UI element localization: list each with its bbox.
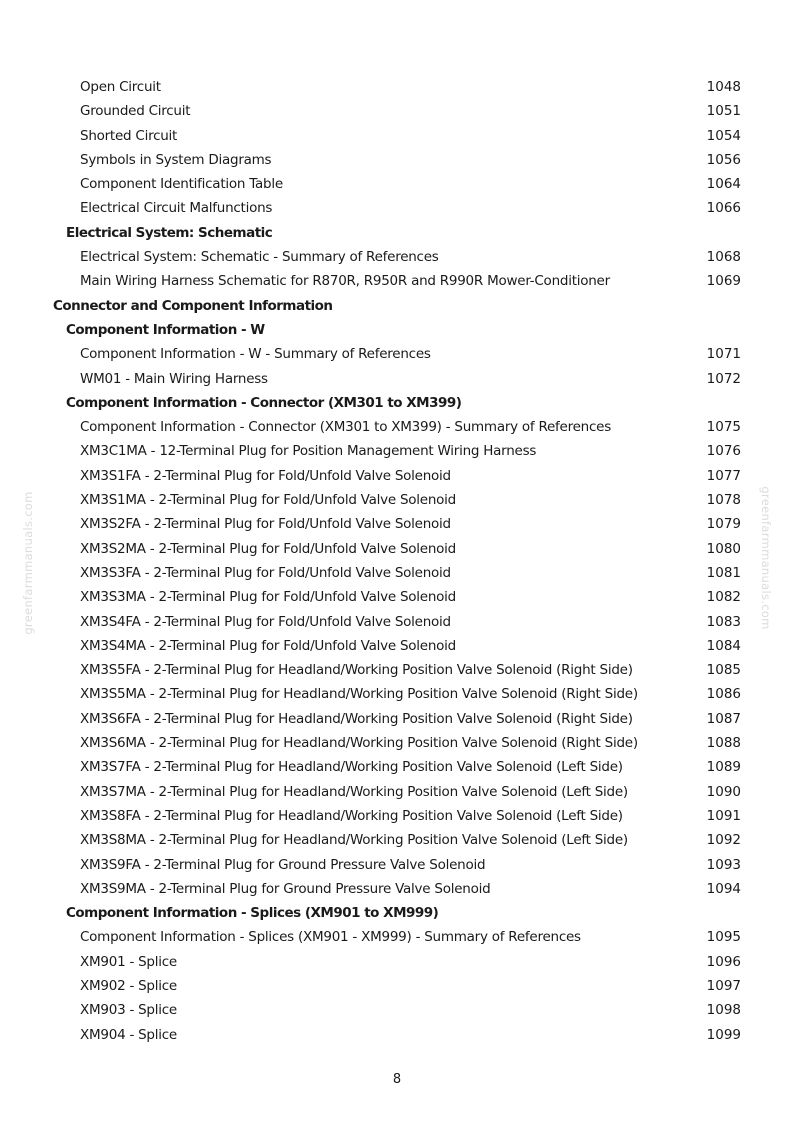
toc-entry[interactable]	[0, 780, 794, 804]
toc-entry[interactable]	[0, 245, 794, 269]
toc-entry-page: 1080	[706, 540, 741, 557]
toc-entry-title: Component Information - Connector (XM301 to XM399)	[66, 394, 462, 411]
toc-entry-title: XM3S5FA - 2-Terminal Plug for Headland/Working Position Valve Solenoid (Right Side)	[80, 662, 633, 679]
toc-entry[interactable]	[0, 512, 794, 536]
toc-entry-title: Open Circuit	[80, 79, 161, 95]
toc-entry-title: XM3S7MA - 2-Terminal Plug for Headland/Working Position Valve Solenoid (Left Side)	[80, 783, 628, 800]
toc-entry-page: 1051	[706, 103, 741, 120]
toc-entry-page: 1068	[706, 249, 741, 266]
toc-entry-page: 1092	[706, 832, 741, 849]
toc-entry-page: 1088	[706, 735, 741, 752]
toc-entry-page: 1076	[706, 443, 741, 460]
toc-entry-title: XM3S3FA - 2-Terminal Plug for Fold/Unfold Valve Solenoid	[80, 564, 451, 581]
toc-entry-title: XM3S8MA - 2-Terminal Plug for Headland/Working Position Valve Solenoid (Left Side)	[80, 832, 628, 849]
toc-entry-title: Symbols in System Diagrams	[80, 151, 272, 168]
toc-entry-page: 1056	[706, 151, 741, 168]
toc-entry-title: Shorted Circuit	[80, 127, 178, 144]
toc-entry-page: 1091	[706, 807, 741, 824]
toc-entry-title: XM3S6MA - 2-Terminal Plug for Headland/Working Position Valve Solenoid (Right Side)	[80, 735, 638, 752]
toc-entry-page: 1086	[706, 686, 741, 703]
toc-entry-title: Electrical Circuit Malfunctions	[80, 200, 273, 217]
toc-entry-title: XM3S3MA - 2-Terminal Plug for Fold/Unfold Valve Solenoid	[80, 589, 456, 606]
toc-entry[interactable]	[0, 853, 794, 877]
toc-entry[interactable]	[0, 439, 794, 463]
toc-entry[interactable]	[0, 99, 794, 123]
toc-entry-page: 1069	[706, 273, 741, 290]
toc-entry-title: Main Wiring Harness Schematic for R870R, R950R and R990R Mower-Conditioner	[80, 273, 610, 290]
toc-entry[interactable]	[0, 561, 794, 585]
toc-entry[interactable]	[0, 148, 794, 172]
toc-entry-title: Component Information - Splices (XM901 - XM999) - Summary of References	[80, 929, 581, 946]
toc-entry-title: XM3S1MA - 2-Terminal Plug for Fold/Unfold Valve Solenoid	[80, 492, 456, 509]
toc-entry-title: Electrical System: Schematic - Summary of References	[80, 249, 439, 266]
toc-entry-page: 1093	[706, 856, 741, 873]
toc-entry-title: XM901 - Splice	[80, 953, 177, 970]
toc-entry-title: Connector and Component Information	[53, 297, 333, 314]
toc-entry-title: XM3S4MA - 2-Terminal Plug for Fold/Unfold Valve Solenoid	[80, 637, 456, 654]
toc-entry-title: XM903 - Splice	[80, 1002, 177, 1019]
toc-entry-title: Component Information - Connector (XM301 to XM399) - Summary of References	[80, 419, 611, 436]
toc-entry-page: 1071	[706, 346, 741, 363]
toc-entry-page: 1085	[706, 662, 741, 679]
toc-entry-title: XM3S5MA - 2-Terminal Plug for Headland/Working Position Valve Solenoid (Right Side)	[80, 686, 638, 703]
toc-entry-page: 1066	[706, 200, 741, 217]
toc-entry[interactable]	[0, 877, 794, 901]
toc-entry[interactable]	[0, 925, 794, 949]
toc-entry[interactable]	[0, 828, 794, 852]
toc-heading	[0, 318, 794, 342]
toc-heading	[0, 901, 794, 925]
toc-entry-page: 1084	[706, 637, 741, 654]
toc-entry-page: 1078	[706, 492, 741, 509]
toc-entry[interactable]	[0, 731, 794, 755]
toc-entry[interactable]	[0, 707, 794, 731]
toc-entry-page: 1077	[706, 467, 741, 484]
toc-entry-page: 1064	[706, 176, 741, 193]
toc-entry-title: WM01 - Main Wiring Harness	[80, 370, 268, 387]
toc-entry-title: XM3S7FA - 2-Terminal Plug for Headland/Working Position Valve Solenoid (Left Side)	[80, 759, 623, 776]
toc-entry-title: Component Information - Splices (XM901 to XM999)	[66, 905, 439, 922]
toc-entry[interactable]	[0, 998, 794, 1022]
toc-entry[interactable]	[0, 1023, 794, 1047]
toc-entry-page: 1094	[706, 880, 741, 897]
toc-entry[interactable]	[0, 172, 794, 196]
toc-entry-title: XM3S8FA - 2-Terminal Plug for Headland/Working Position Valve Solenoid (Left Side)	[80, 807, 623, 824]
toc-entry-title: XM3C1MA - 12-Terminal Plug for Position Management Wiring Harness	[80, 443, 537, 460]
toc-entry[interactable]	[0, 367, 794, 391]
toc-entry[interactable]	[0, 196, 794, 220]
toc-entry-page: 1098	[706, 1002, 741, 1019]
toc-entry-page: 1072	[706, 370, 741, 387]
toc-entry-title: Component Information - W	[66, 321, 265, 338]
toc-entry-page: 1090	[706, 783, 741, 800]
toc-entry-page: 1096	[706, 953, 741, 970]
toc-entry-title: XM3S9FA - 2-Terminal Plug for Ground Pressure Valve Solenoid	[80, 856, 486, 873]
toc-entry-page: 1048	[706, 79, 741, 95]
toc-entry[interactable]	[0, 342, 794, 366]
toc-entry[interactable]	[0, 464, 794, 488]
toc-entry-page: 1087	[706, 710, 741, 727]
toc-entry[interactable]	[0, 585, 794, 609]
toc-entry-title: XM3S2FA - 2-Terminal Plug for Fold/Unfold Valve Solenoid	[80, 516, 451, 533]
toc-entry-page: 1095	[706, 929, 741, 946]
toc-entry-page: 1054	[706, 127, 741, 144]
toc-entry[interactable]	[0, 974, 794, 998]
page-number: 8	[392, 1072, 402, 1087]
toc-entry[interactable]	[0, 682, 794, 706]
toc-entry-page: 1081	[706, 564, 741, 581]
toc-entry-title: Grounded Circuit	[80, 103, 191, 120]
toc-entry[interactable]	[0, 634, 794, 658]
toc-entry[interactable]	[0, 658, 794, 682]
toc-entry[interactable]	[0, 804, 794, 828]
toc-entry[interactable]	[0, 537, 794, 561]
toc-entry[interactable]	[0, 755, 794, 779]
toc-entry[interactable]	[0, 415, 794, 439]
toc-entry-title: XM904 - Splice	[80, 1026, 177, 1043]
watermark-left: greenfarmmanuals.com	[21, 491, 35, 635]
toc-entry-title: XM3S9MA - 2-Terminal Plug for Ground Pressure Valve Solenoid	[80, 880, 491, 897]
toc-entry-title: XM3S4FA - 2-Terminal Plug for Fold/Unfold Valve Solenoid	[80, 613, 451, 630]
watermark-right: greenfarmmanuals.com	[759, 486, 773, 630]
toc-entry-page: 1089	[706, 759, 741, 776]
toc-entry-page: 1097	[706, 977, 741, 994]
toc-heading	[0, 391, 794, 415]
toc-heading	[0, 294, 794, 318]
toc-entry-page: 1083	[706, 613, 741, 630]
toc-entry-title: XM902 - Splice	[80, 977, 177, 994]
toc-heading	[0, 221, 794, 245]
toc-entry-page: 1082	[706, 589, 741, 606]
toc-entry-page: 1075	[706, 419, 741, 436]
toc-entry[interactable]	[0, 75, 794, 99]
toc-entry[interactable]	[0, 269, 794, 293]
toc-entry-title: XM3S1FA - 2-Terminal Plug for Fold/Unfold Valve Solenoid	[80, 467, 451, 484]
toc-entry-title: XM3S6FA - 2-Terminal Plug for Headland/Working Position Valve Solenoid (Right Side)	[80, 710, 633, 727]
toc-entry-title: XM3S2MA - 2-Terminal Plug for Fold/Unfold Valve Solenoid	[80, 540, 456, 557]
toc-entry[interactable]	[0, 488, 794, 512]
toc-entry[interactable]	[0, 950, 794, 974]
toc-entry-page: 1079	[706, 516, 741, 533]
toc-entry-page: 1099	[706, 1026, 741, 1043]
toc-entry-title: Component Identification Table	[80, 176, 283, 193]
toc-entry[interactable]	[0, 610, 794, 634]
table-of-contents	[0, 75, 794, 1047]
toc-entry-title: Component Information - W - Summary of References	[80, 346, 431, 363]
toc-entry[interactable]	[0, 124, 794, 148]
toc-entry-title: Electrical System: Schematic	[66, 224, 273, 241]
